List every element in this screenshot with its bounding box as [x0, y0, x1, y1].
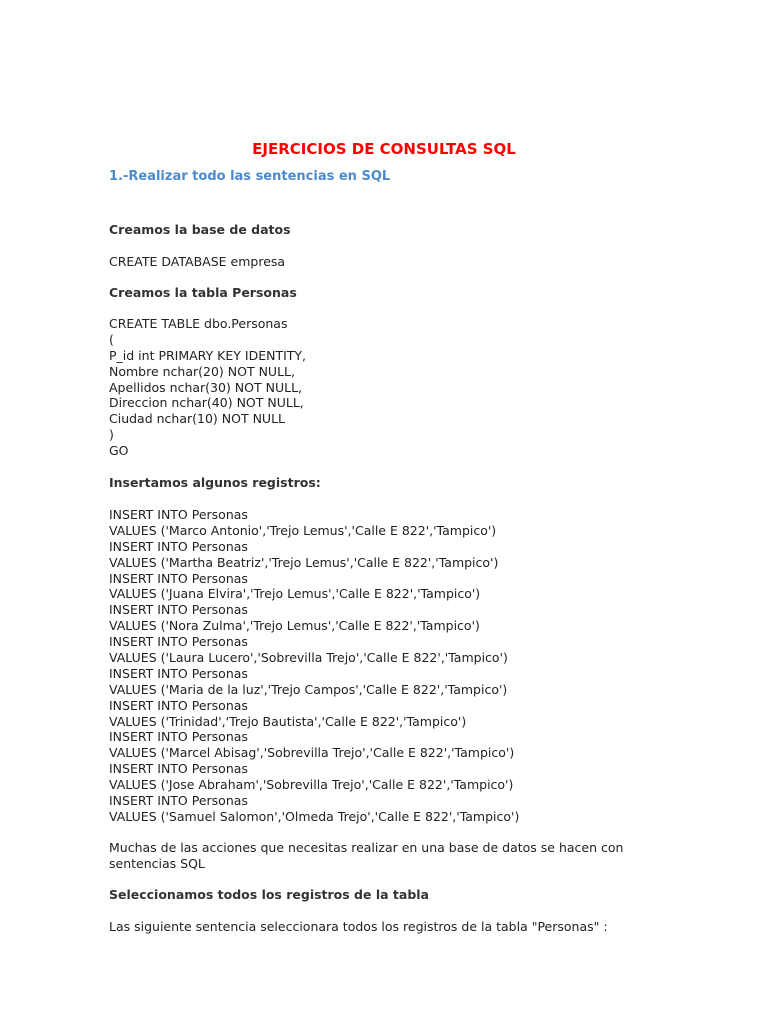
code-line: INSERT INTO Personas — [109, 538, 248, 554]
code-line: INSERT INTO Personas — [109, 507, 248, 522]
code-line: INSERT INTO Personas — [109, 697, 248, 713]
code-line: CREATE TABLE dbo.Personas — [109, 316, 288, 331]
code-line: ( — [109, 331, 114, 347]
heading-create-database: Creamos la base de datos — [109, 222, 291, 237]
exercise-subtitle: 1.-Realizar todo las sentencias en SQL — [109, 169, 391, 184]
paragraph-select-description: Las siguiente sentencia seleccionara todos los registros de la tabla "Personas" : — [109, 919, 608, 934]
document-title: EJERCICIOS DE CONSULTAS SQL — [252, 140, 516, 158]
code-line: VALUES ('Maria de la luz','Trejo Campos','Calle E 822','Tampico') — [109, 681, 508, 697]
heading-create-table: Creamos la tabla Personas — [109, 285, 297, 300]
code-line: VALUES ('Marco Antonio','Trejo Lemus','Calle E 822','Tampico') — [109, 522, 497, 538]
code-line: VALUES ('Marcel Abisag','Sobrevilla Trejo','Calle E 822','Tampico') — [109, 745, 515, 761]
code-line: INSERT INTO Personas — [109, 729, 248, 745]
code-line: INSERT INTO Personas — [109, 761, 248, 777]
code-line: Direccion nchar(40) NOT NULL, — [109, 395, 304, 411]
paragraph-sql-actions: Muchas de las acciones que necesitas realizar en una base de datos se hacen con sentencias SQL — [109, 840, 624, 871]
code-line: INSERT INTO Personas — [109, 602, 248, 618]
code-line: VALUES ('Martha Beatriz','Trejo Lemus','Calle E 822','Tampico') — [109, 554, 499, 570]
code-create-database: CREATE DATABASE empresa — [109, 254, 286, 269]
code-line: VALUES ('Samuel Salomon','Olmeda Trejo','Calle E 822','Tampico') — [109, 808, 520, 824]
code-line: VALUES ('Jose Abraham','Sobrevilla Trejo','Calle E 822','Tampico') — [109, 777, 514, 793]
code-line: VALUES ('Nora Zulma','Trejo Lemus','Calle E 822','Tampico') — [109, 618, 480, 634]
code-line: INSERT INTO Personas — [109, 634, 248, 650]
code-line: VALUES ('Juana Elvira','Trejo Lemus','Calle E 822','Tampico') — [109, 586, 481, 602]
code-line: VALUES ('Laura Lucero','Sobrevilla Trejo','Calle E 822','Tampico') — [109, 650, 508, 666]
code-line: P_id int PRIMARY KEY IDENTITY, — [109, 347, 307, 363]
code-line: Ciudad nchar(10) NOT NULL — [109, 411, 286, 427]
code-line: ) — [109, 427, 114, 443]
code-line: INSERT INTO Personas — [109, 793, 248, 809]
code-line: INSERT INTO Personas — [109, 570, 248, 586]
code-line: GO — [109, 443, 129, 459]
code-create-table — [109, 316, 306, 459]
code-line: Apellidos nchar(30) NOT NULL, — [109, 379, 303, 395]
code-line: Nombre nchar(20) NOT NULL, — [109, 363, 295, 379]
code-insert-records — [109, 507, 519, 825]
heading-select-records: Seleccionamos todos los registros de la tabla — [109, 887, 429, 902]
code-line: VALUES ('Trinidad','Trejo Bautista','Calle E 822','Tampico') — [109, 713, 467, 729]
heading-insert-records: Insertamos algunos registros: — [109, 475, 321, 490]
code-line: INSERT INTO Personas — [109, 665, 248, 681]
